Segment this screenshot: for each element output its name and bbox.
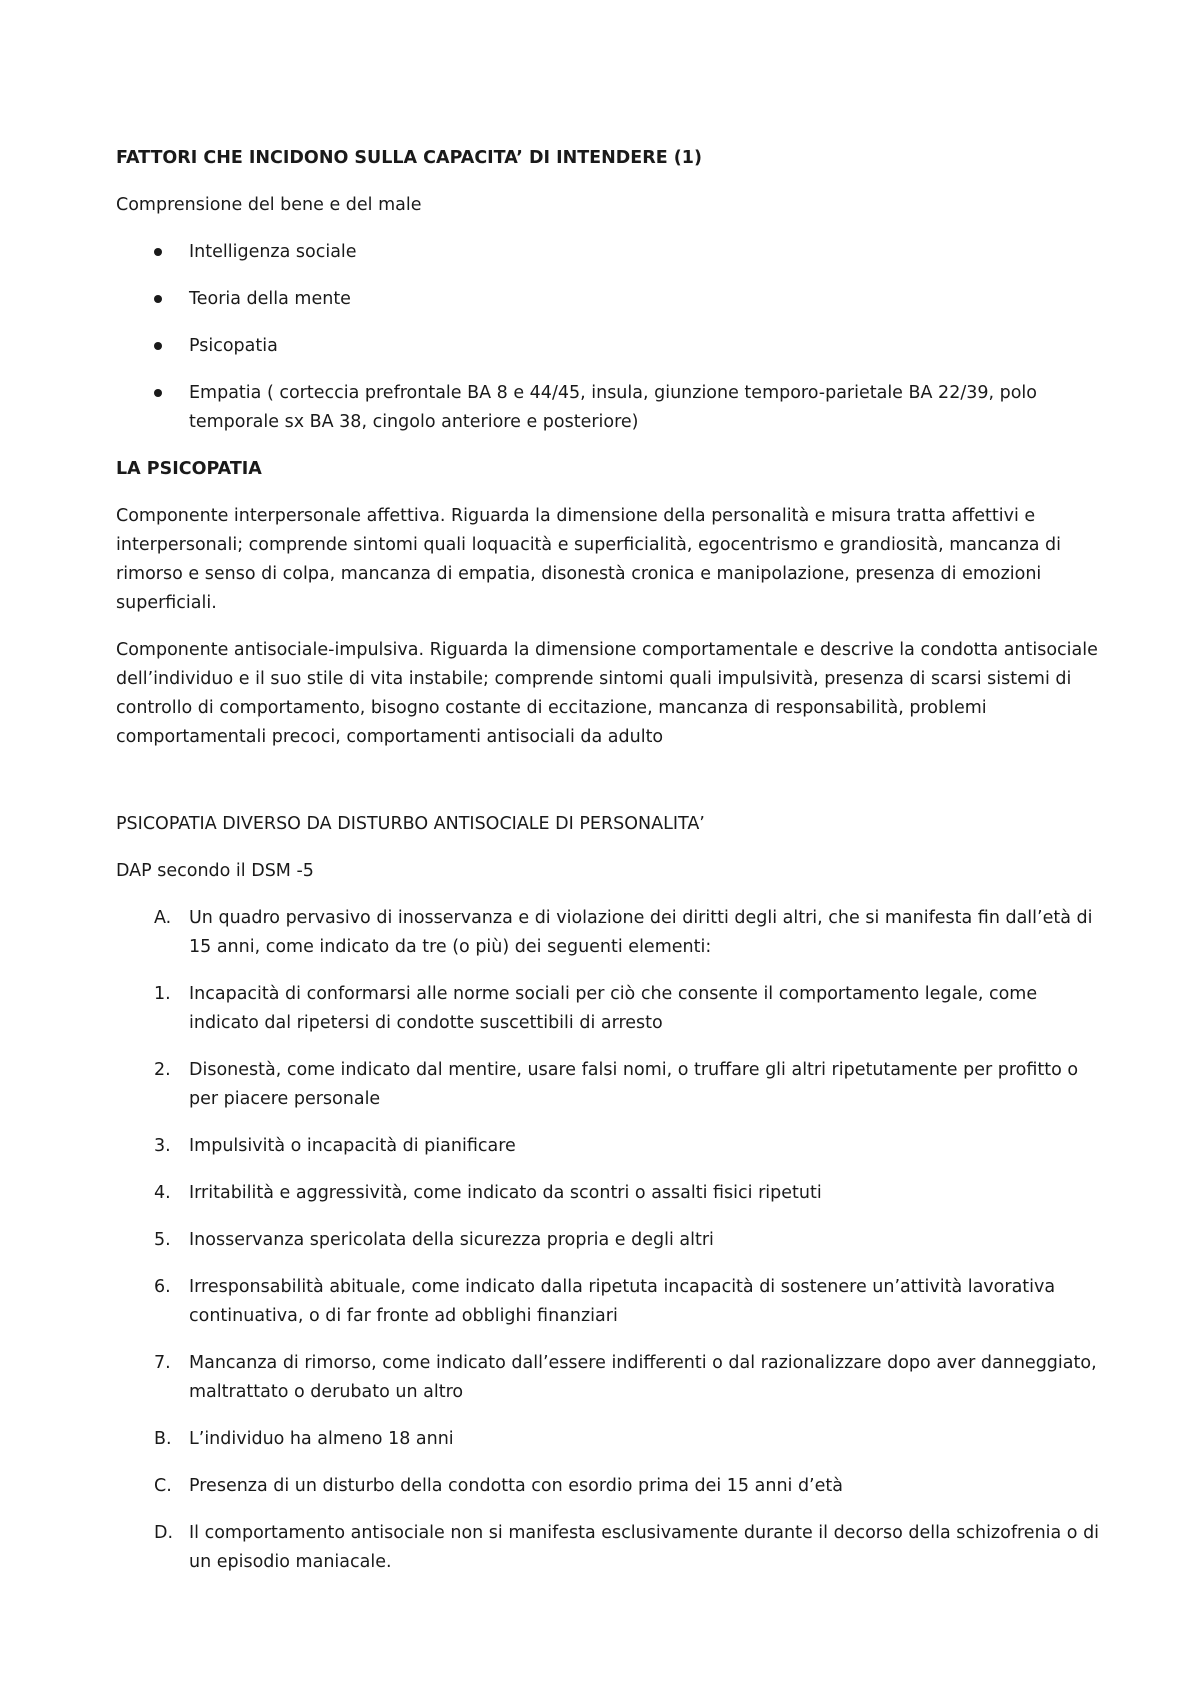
list-item-text: Presenza di un disturbo della condotta con esordio prima dei 15 anni d’età (189, 1476, 843, 1496)
paragraph: Componente interpersonale affettiva. Riguarda la dimensione della personalità e misura tratta affettivi e interpersonali; comprende sintomi quali loquacità e superficialità, egocentrismo e grandiosità, mancanza di rimorso e senso di colpa, mancanza di empatia, disonestà cronica e manipolazione, presenza di emozioni superficiali. (116, 506, 1061, 613)
list-marker: 1. (154, 984, 171, 1004)
list-item (116, 1425, 1106, 1454)
list-item (116, 1179, 1106, 1208)
section-title: LA PSICOPATIA (116, 459, 262, 479)
list-item (116, 1273, 1106, 1331)
list-item (116, 1056, 1106, 1114)
list-item-text: Inosservanza spericolata della sicurezza propria e degli altri (189, 1230, 714, 1250)
list-item-text: Intelligenza sociale (189, 242, 357, 262)
section-subtitle: Comprensione del bene e del male (116, 195, 422, 215)
list-item (116, 285, 1106, 314)
list-item-text: Incapacità di conformarsi alle norme sociali per ciò che consente il comportamento legale, come indicato dal ripetersi di condotte suscettibili di arresto (189, 984, 1038, 1033)
list-marker: 6. (154, 1277, 171, 1297)
list-marker: 5. (154, 1230, 171, 1250)
list-item-text: Mancanza di rimorso, come indicato dall’essere indifferenti o dal razionalizzare dopo aver danneggiato, maltrattato o derubato un altro (189, 1353, 1097, 1402)
list-item-text: Teoria della mente (189, 289, 351, 309)
list-item-text: Psicopatia (189, 336, 278, 356)
bullet-icon (154, 342, 162, 350)
bullet-icon (154, 248, 162, 256)
list-item (116, 379, 1106, 437)
list-item (116, 1472, 1106, 1501)
list-item (116, 1226, 1106, 1255)
list-marker: 4. (154, 1183, 171, 1203)
list-marker: A. (154, 908, 172, 928)
list-item (116, 980, 1106, 1038)
section-subtitle: DAP secondo il DSM -5 (116, 861, 314, 881)
list-marker: 3. (154, 1136, 171, 1156)
list-marker: D. (154, 1523, 174, 1543)
list-item-text: Irritabilità e aggressività, come indicato da scontri o assalti fisici ripetuti (189, 1183, 822, 1203)
list-marker: C. (154, 1476, 172, 1496)
list-item-text: Empatia ( corteccia prefrontale BA 8 e 44/45, insula, giunzione temporo-parietale BA 22/39, polo temporale sx BA 38, cingolo anteriore e posteriore) (189, 383, 1037, 432)
criteria-list (116, 904, 1106, 1577)
list-item (116, 332, 1106, 361)
list-item (116, 1132, 1106, 1161)
list-item-text: Un quadro pervasivo di inosservanza e di violazione dei diritti degli altri, che si manifesta fin dall’età di 15 anni, come indicato da tre (o più) dei seguenti elementi: (189, 908, 1093, 957)
bullet-list (116, 238, 1106, 437)
list-marker: 2. (154, 1060, 171, 1080)
list-item (116, 1349, 1106, 1407)
document-page (116, 144, 1106, 1595)
list-item-text: Il comportamento antisociale non si manifesta esclusivamente durante il decorso della schizofrenia o di un episodio maniacale. (189, 1523, 1100, 1572)
bullet-icon (154, 295, 162, 303)
list-item-text: L’individuo ha almeno 18 anni (189, 1429, 454, 1449)
list-item (116, 904, 1106, 962)
list-item-text: Impulsività o incapacità di pianificare (189, 1136, 516, 1156)
section-title: FATTORI CHE INCIDONO SULLA CAPACITA’ DI INTENDERE (1) (116, 148, 702, 168)
list-item (116, 238, 1106, 267)
section-title: PSICOPATIA DIVERSO DA DISTURBO ANTISOCIALE DI PERSONALITA’ (116, 814, 705, 834)
paragraph: Componente antisociale-impulsiva. Riguarda la dimensione comportamentale e descrive la condotta antisociale dell’individuo e il suo stile di vita instabile; comprende sintomi quali impulsività, presenza di scarsi sistemi di controllo di comportamento, bisogno costante di eccitazione, mancanza di responsabilità, problemi comportamentali precoci, comportamenti antisociali da adulto (116, 640, 1098, 747)
list-item-text: Disonestà, come indicato dal mentire, usare falsi nomi, o truffare gli altri ripetutamente per profitto o per piacere personale (189, 1060, 1079, 1109)
list-marker: 7. (154, 1353, 171, 1373)
list-item (116, 1519, 1106, 1577)
list-item-text: Irresponsabilità abituale, come indicato dalla ripetuta incapacità di sostenere un’attività lavorativa continuativa, o di far fronte ad obblighi finanziari (189, 1277, 1056, 1326)
bullet-icon (154, 389, 162, 397)
list-marker: B. (154, 1429, 172, 1449)
